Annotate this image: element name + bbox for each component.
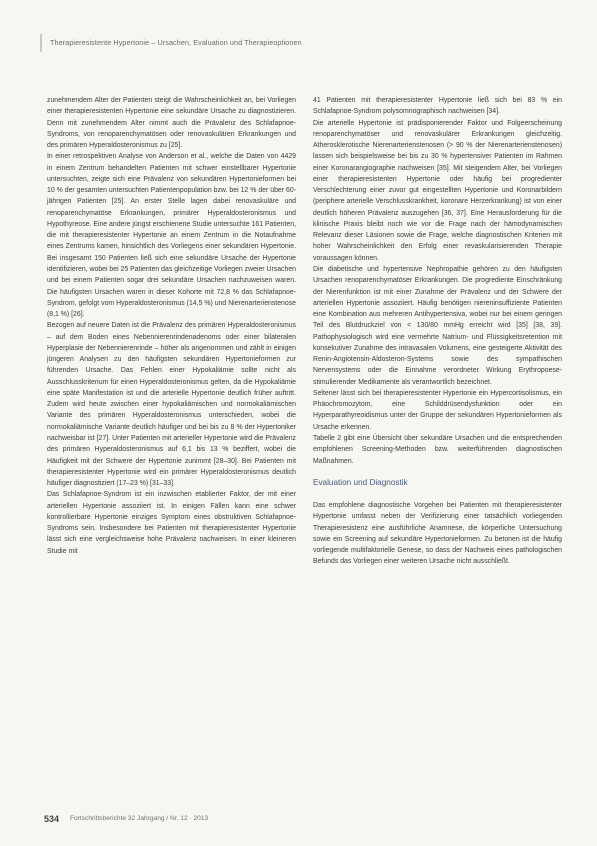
paragraph: Die arterielle Hypertonie ist prädisponierender Faktor und Folgeerscheinung renoparenchymatöser und renovaskulärer Erkrankungen gleichzeitig. Atherosklerotische Nierenarterienstenosen (> 90 % der Nierenarterienstenosen) lassen sich beispielsweise bei bis zu 30 % hypertensiver Patienten im Rahmen einer Koronarangiographie nachweisen [35]. Mit steigendem Alter, bei Vorliegen einer therapieresistenten Hypertonie oder häufig bei progredienter Verschlechterung einer zuvor gut eingestellten Hypertonie und Koronarbildern (periphere arterielle Verschlusskrankheit, koronare Herzerkrankung) ist von einer deutlich höheren Prävalenz auszugehen [36, 37]. Eine Herausforderung für die klinische Praxis bleibt noch wie vor die Frage nach der hämodynamischen Relevanz dieser Läsionen sowie die Frage, welche diagnostischen Kriterien mit hoher Wahrscheinlichkeit den Erfolg einer revaskularisierenden Therapie voraussagen können. <box>313 119 562 262</box>
paragraph: Die diabetische und hypertensive Nephropathie gehören zu den häufigsten Ursachen renoparenchymatöser Erkrankungen. Die progrediente Einschränkung der Nierenfunktion ist mit einer Zunahme der Prävalenz und der Schwere der arteriellen Hypertonie assoziiert. Häufig benötigen niereninsuffiziente Patienten eine Kombination aus mehreren Antihypertensiva, wobei nur bei einem geringen Teil des Blutdruckziel von < 130/80 mmHg erreicht wird [35] [38, 39]. Pathophysiologisch wird eine vermehrte Natrium- und Flüssigkeitsretention mit konsekutiver Zunahme des intravasalen Volumens, eine gesteigerte Aktivität des Renin-Angiotensin-Aldosteron-Systems sowie des sympathischen Nervensystems oder die Einnahme verordneter Wirkung Erythropoese-stimulierender Medikamente als verantwortlich bezeichnet. <box>313 265 562 386</box>
right-column <box>313 95 562 568</box>
page-number: 534 <box>44 814 60 824</box>
paragraph: Das empfohlene diagnostische Vorgehen bei Patienten mit therapieresistenter Hypertonie umfasst neben der Verifizierung einer tatsächlich vorliegenden Therapieresistenz eine ausführliche Anamnese, die körperliche Untersuchung sowie ein Screening auf sekundäre Hypertonieformen. Zu betonen ist die häufig vorliegende multifaktorielle Genese, so dass der Nachweis eines pathologischen Befunds das Vorliegen einer weiteren Ursache nicht ausschließt. <box>313 502 562 566</box>
paragraph: In einer retrospektiven Analyse von Anderson et al., welche die Daten von 4429 in einem Zentrum behandelten Patienten mit schwer einstellbarer Hypertonie untersuchten, zeigte sich eine Prävalenz von sekundären Hypertonieformen bei 10 % der gesamten untersuchten Patientenpopulation bzw. bei 12 % der über 60-jährigen Patienten [25]. An erster Stelle lagen dabei renovaskuläre und renoparenchymatöse Erkrankungen, primärer Hyperaldosteronismus und Hypothyreose. Eine andere jüngst erschienene Studie untersuchte 161 Patienten, die mit therapieresistenter Hypertonie an einem Zentrum in die Notaufnahme eines Zentrums kamen, hinsichtlich des Vorliegens einer sekundären Hypertonie. Bei insgesamt 150 Patienten ließ sich eine sekundäre Ursache der Hypertonie identifizieren, wobei bei 25 Patienten das gleichzeitige Vorliegen zweier Ursachen und bei einem Patienten sogar drei sekundäre Ursachen nachzuweisen waren. Die häufigsten Ursachen waren in dieser Kohorte mit 72,8 % das Schlafapnoe-Syndrom, gefolgt vom Hyperaldosteronismus (14,5 %) und Nierenarterienstenose (8,1 %) [26]. <box>47 153 296 319</box>
header-accent-bar <box>40 34 42 52</box>
running-title: Therapieresistente Hypertonie – Ursachen, Evaluation und Therapieoptionen <box>50 38 302 47</box>
paragraph: Das Schlafapnoe-Syndrom ist ein inzwischen etablierter Faktor, der mit einer arteriellen Hypertonie assoziiert ist. In einigen Fällen kann eine schwer kontrollierbare Hypertonie einziges Symptom eines obstruktiven Schlafapnoe-Syndroms sein. Insbesondere bei Patienten mit therapieresistenter Hypertonie lässt sich eine vergleichsweise hohe Prävalenz nachweisen. In einer kleineren Studie mit <box>47 491 296 555</box>
paragraph: Bezogen auf neuere Daten ist die Prävalenz des primären Hyperaldosteronismus – auf dem Boden eines Nebennierenrindenadenoms oder einer bilateralen Hyperplasie der Nebennierenrinde – höher als angenommen und zählt in einigen jüngeren Analysen zu den häufigsten sekundären Hypertonieformen zur führenden Ursache. Das Fehlen einer Hypokaliämie sollte nicht als Ausschlusskriterium für einen Hyperaldosteronismus gelten, da die Hypokaliämie eine späte Manifestation ist und die arterielle Hypertonie deutlich früher auftritt. Zudem wird heute zwischen einer hypokaliämischen und normokaliämischen Variante des primären Hyperaldosteronismus unterschieden, wobei die normokaliämische Variante deutlich häufiger und bei bis zu 8 % der Hypertoniker nachweisbar ist [27]. Unter Patienten mit arterieller Hypertonie wird die Prävalenz des primären Hyperaldosteronismus auf 6,1 bis 13 % beziffert, wobei die Häufigkeit mit der Schwere der Hypertonie zunimmt [28–30]. Bei Patienten mit therapieresistenter Hypertonie wird ein primärer Hyperaldosteronismus deutlich häufiger diagnostiziert (17–23 %) [31–33]. <box>47 322 296 488</box>
paragraph: 41 Patienten mit therapieresistenter Hypertonie ließ sich bei 83 % ein Schlafapnoe-Syndrom polysomnographisch nachweisen [34]. <box>313 97 562 116</box>
left-column <box>47 95 296 557</box>
paragraph: Seltener lässt sich bei therapieresistenter Hypertonie ein Hypercortisolismus, ein Phäochromozytom, eine Schilddrüsendysfunktion oder ein Hyperparathyreoidismus unter der Gruppe der sekundären Hypertonieformen als Ursache erkennen. <box>313 389 562 431</box>
paragraph: Tabelle 2 gibt eine Übersicht über sekundäre Ursachen und die entsprechenden empfohlenen Screening-Methoden bzw. weiterführenden diagnostischen Maßnahmen. <box>313 434 562 465</box>
journal-source: Fortschrittsberichte 32 Jahrgang / Nr. 12 · 2013 <box>70 815 209 822</box>
section-heading: Evaluation und Diagnostik <box>313 477 408 487</box>
paragraph: zunehmendem Alter der Patienten steigt die Wahrscheinlichkeit an, bei Vorliegen einer therapieresistenten Hypertonie eine sekundäre Ursache zu diagnostizieren. Denn mit zunehmendem Alter nimmt auch die Prävalenz des Schlafapnoe-Syndroms, von renoparenchymatösen oder renovaskulären Erkrankungen und des primären Hyperaldosteronismus zu [25]. <box>47 97 296 150</box>
